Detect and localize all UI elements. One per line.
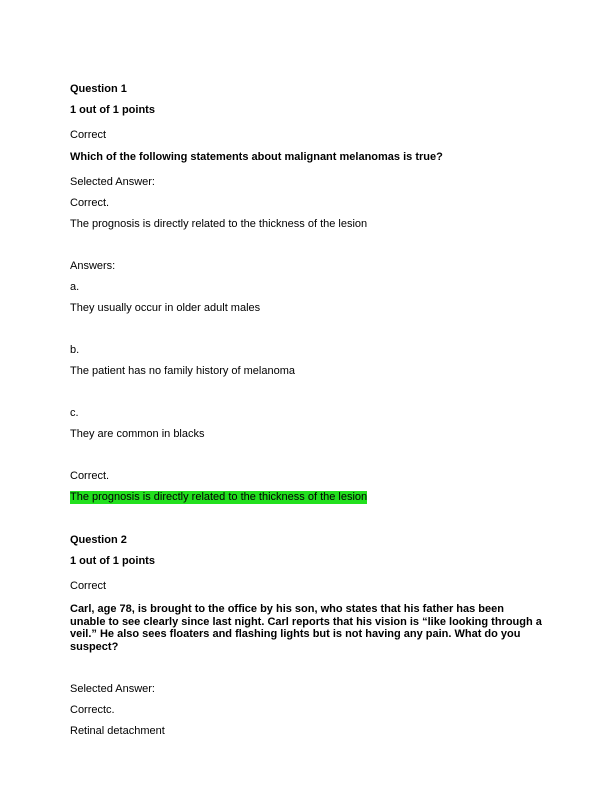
question-1-answers-label: Answers:	[70, 260, 116, 272]
question-1-points: 1 out of 1 points	[70, 104, 155, 116]
question-2-selected-answer-text: Retinal detachment	[70, 725, 165, 737]
question-1-selected-answer-status: Correct.	[70, 197, 110, 209]
correct-answer-label: Correct.	[70, 470, 110, 482]
correct-answer-highlighted-text: The prognosis is directly related to the thickness of the lesion	[70, 491, 368, 503]
answer-option-letter: a.	[70, 281, 80, 293]
question-1-selected-answer-text: The prognosis is directly related to the thickness of the lesion	[70, 218, 368, 230]
question-2-selected-answer-label: Selected Answer:	[70, 683, 155, 695]
answer-option-text: The patient has no family history of melanoma	[70, 365, 296, 377]
question-2-selected-answer-status: Correctc.	[70, 704, 115, 716]
question-1-prompt: Which of the following statements about malignant melanomas is true?	[70, 151, 443, 163]
answer-option-text: They are common in blacks	[70, 428, 205, 440]
question-2-prompt: Carl, age 78, is brought to the office by his son, who states that his father has been unable to see clearly since last night. Carl reports that his vision is “like looking through a veil.” He also sees floaters and flashing lights but is not having any pain. What do you suspect?	[70, 603, 542, 653]
answer-option-letter: b.	[70, 344, 80, 356]
question-2-title: Question 2	[70, 534, 127, 546]
answer-option-letter: c.	[70, 407, 79, 419]
question-1-status: Correct	[70, 129, 107, 141]
question-1-title: Question 1	[70, 83, 127, 95]
answer-option-text: They usually occur in older adult males	[70, 302, 261, 314]
question-2-points: 1 out of 1 points	[70, 555, 155, 567]
question-1-selected-answer-label: Selected Answer:	[70, 176, 155, 188]
question-2-status: Correct	[70, 580, 107, 592]
